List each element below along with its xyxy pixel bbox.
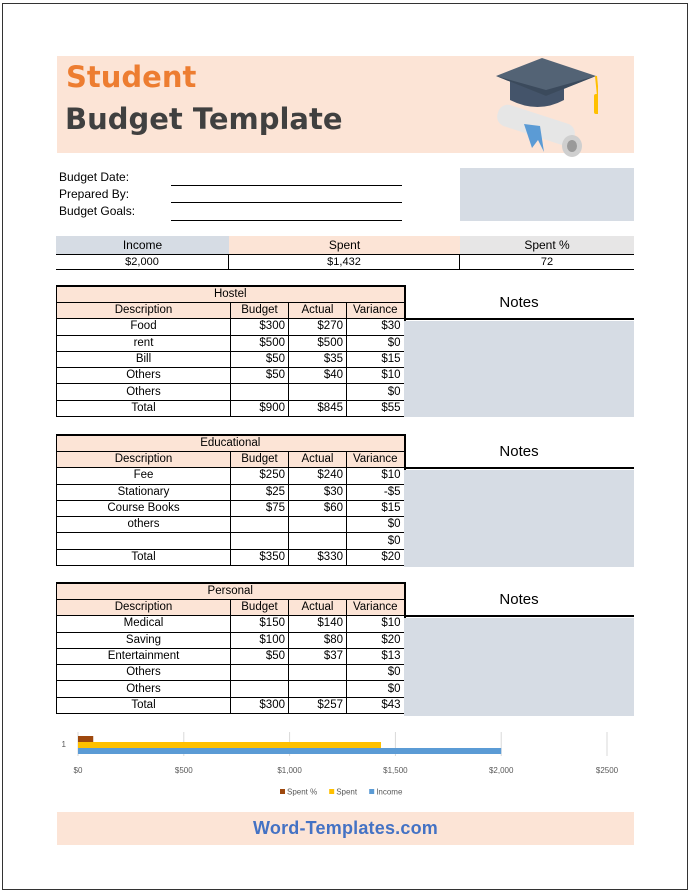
row-budget[interactable]: $500: [231, 335, 289, 351]
total-actual: $330: [289, 549, 347, 565]
row-actual[interactable]: $500: [289, 335, 347, 351]
row-actual[interactable]: [289, 665, 347, 681]
logo-placeholder-box: [460, 168, 634, 221]
row-budget[interactable]: $50: [231, 368, 289, 384]
row-description[interactable]: Fee: [57, 468, 231, 484]
total-actual: $845: [289, 400, 347, 416]
total-variance: $20: [347, 549, 405, 565]
row-actual[interactable]: $37: [289, 648, 347, 664]
row-actual[interactable]: $60: [289, 500, 347, 516]
row-variance: $10: [347, 616, 405, 632]
educational-notes-area[interactable]: [404, 470, 634, 567]
col-budget: Budget: [231, 303, 289, 319]
table-row: [57, 681, 405, 697]
row-budget[interactable]: $75: [231, 500, 289, 516]
spent-percent-value[interactable]: 72: [460, 254, 634, 270]
graduation-cap-icon: [488, 56, 598, 166]
row-description[interactable]: Saving: [57, 632, 231, 648]
total-label: Total: [57, 549, 231, 565]
row-variance: $15: [347, 351, 405, 367]
col-description: Description: [57, 303, 231, 319]
hostel-table: [56, 285, 406, 417]
legend-swatch: [280, 789, 285, 794]
row-actual[interactable]: [289, 681, 347, 697]
total-row: [57, 697, 405, 713]
row-description[interactable]: Others: [57, 368, 231, 384]
row-budget[interactable]: $300: [231, 319, 289, 335]
table-row: [57, 616, 405, 632]
row-description[interactable]: [57, 533, 231, 549]
table-row: [57, 517, 405, 533]
row-budget[interactable]: $150: [231, 616, 289, 632]
row-variance: $13: [347, 648, 405, 664]
total-label: Total: [57, 400, 231, 416]
table-row: [57, 665, 405, 681]
row-actual[interactable]: $140: [289, 616, 347, 632]
row-description[interactable]: Bill: [57, 351, 231, 367]
row-budget[interactable]: [231, 681, 289, 697]
personal-notes-title: Notes: [404, 583, 634, 617]
x-tick-label: $1,500: [383, 766, 408, 775]
row-description[interactable]: Food: [57, 319, 231, 335]
col-variance: Variance: [347, 452, 405, 468]
row-variance: $0: [347, 517, 405, 533]
row-variance: $20: [347, 632, 405, 648]
legend-label: Income: [376, 787, 403, 797]
row-variance: $10: [347, 368, 405, 384]
total-budget: $350: [231, 549, 289, 565]
row-variance: $0: [347, 681, 405, 697]
row-description[interactable]: Others: [57, 665, 231, 681]
title-budget-template: Budget Template: [65, 102, 343, 136]
bar-spent: [78, 742, 381, 748]
col-variance: Variance: [347, 600, 405, 616]
spent-header: Spent: [229, 236, 460, 254]
budget-goals-field[interactable]: [171, 220, 402, 221]
row-budget[interactable]: $250: [231, 468, 289, 484]
row-actual[interactable]: $40: [289, 368, 347, 384]
table-row: [57, 384, 405, 400]
row-description[interactable]: Course Books: [57, 500, 231, 516]
row-actual[interactable]: [289, 517, 347, 533]
row-budget[interactable]: $100: [231, 632, 289, 648]
personal-table: [56, 582, 406, 714]
col-description: Description: [57, 600, 231, 616]
table-row: [57, 368, 405, 384]
row-variance: -$5: [347, 484, 405, 500]
table-row: [57, 335, 405, 351]
legend-label: Spent %: [287, 787, 318, 797]
row-actual[interactable]: [289, 384, 347, 400]
col-description: Description: [57, 452, 231, 468]
x-tick-label: $0: [73, 766, 83, 775]
budget-date-field[interactable]: [171, 185, 402, 186]
row-budget[interactable]: [231, 533, 289, 549]
table-row: [57, 500, 405, 516]
row-variance: $10: [347, 468, 405, 484]
row-actual[interactable]: $270: [289, 319, 347, 335]
table-row: [57, 468, 405, 484]
row-actual[interactable]: $30: [289, 484, 347, 500]
row-budget[interactable]: $50: [231, 351, 289, 367]
prepared-by-field[interactable]: [171, 202, 402, 203]
row-description[interactable]: Entertainment: [57, 648, 231, 664]
col-actual: Actual: [289, 303, 347, 319]
col-variance: Variance: [347, 303, 405, 319]
col-budget: Budget: [231, 452, 289, 468]
table-row: [57, 351, 405, 367]
table-row: [57, 632, 405, 648]
total-row: [57, 400, 405, 416]
table-row: [57, 319, 405, 335]
educational-table: [56, 434, 406, 566]
bar-spent: [78, 736, 93, 742]
spent-percent-header: Spent %: [460, 236, 634, 254]
spent-value[interactable]: $1,432: [229, 254, 460, 270]
personal-notes-area[interactable]: [404, 618, 634, 716]
table-row: [57, 648, 405, 664]
legend-swatch: [329, 789, 334, 794]
hostel-title: Hostel: [57, 286, 405, 303]
total-variance: $55: [347, 400, 405, 416]
income-value[interactable]: $2,000: [56, 254, 229, 270]
col-actual: Actual: [289, 452, 347, 468]
row-variance: $0: [347, 335, 405, 351]
prepared-by-label: Prepared By:: [59, 187, 130, 201]
row-actual[interactable]: $240: [289, 468, 347, 484]
table-row: [57, 533, 405, 549]
row-budget[interactable]: [231, 384, 289, 400]
total-actual: $257: [289, 697, 347, 713]
category-label: 1: [61, 740, 66, 749]
row-budget[interactable]: $25: [231, 484, 289, 500]
hostel-notes-area[interactable]: [404, 321, 634, 417]
budget-date-label: Budget Date:: [59, 170, 130, 184]
row-actual[interactable]: $35: [289, 351, 347, 367]
personal-title: Personal: [57, 583, 405, 600]
total-budget: $900: [231, 400, 289, 416]
row-description[interactable]: Medical: [57, 616, 231, 632]
title-student: Student: [66, 60, 197, 94]
row-variance: $0: [347, 533, 405, 549]
total-variance: $43: [347, 697, 405, 713]
budget-goals-label: Budget Goals:: [59, 204, 136, 218]
col-budget: Budget: [231, 600, 289, 616]
row-description[interactable]: rent: [57, 335, 231, 351]
educational-notes-title: Notes: [404, 435, 634, 469]
x-tick-label: $1,000: [277, 766, 302, 775]
x-tick-label: $2,000: [488, 766, 514, 775]
table-row: [57, 484, 405, 500]
educational-title: Educational: [57, 435, 405, 452]
row-actual[interactable]: [289, 533, 347, 549]
legend-label: Spent: [336, 787, 358, 797]
total-label: Total: [57, 697, 231, 713]
col-actual: Actual: [289, 600, 347, 616]
total-row: [57, 549, 405, 565]
x-tick-label: $2500: [595, 766, 619, 775]
row-variance: $15: [347, 500, 405, 516]
income-header: Income: [56, 236, 229, 254]
footer-brand[interactable]: Word-Templates.com: [253, 818, 438, 838]
row-variance: $0: [347, 384, 405, 400]
row-description[interactable]: others: [57, 517, 231, 533]
row-budget[interactable]: $50: [231, 648, 289, 664]
budget-bar-chart: [56, 726, 636, 806]
row-description[interactable]: Others: [57, 384, 231, 400]
row-variance: $0: [347, 665, 405, 681]
x-tick-label: $500: [174, 766, 193, 775]
legend-swatch: [369, 789, 374, 794]
row-budget[interactable]: [231, 665, 289, 681]
row-description[interactable]: Stationary: [57, 484, 231, 500]
row-actual[interactable]: $80: [289, 632, 347, 648]
bar-income: [78, 748, 501, 754]
hostel-notes-title: Notes: [404, 286, 634, 320]
total-budget: $300: [231, 697, 289, 713]
row-budget[interactable]: [231, 517, 289, 533]
row-variance: $30: [347, 319, 405, 335]
row-description[interactable]: Others: [57, 681, 231, 697]
